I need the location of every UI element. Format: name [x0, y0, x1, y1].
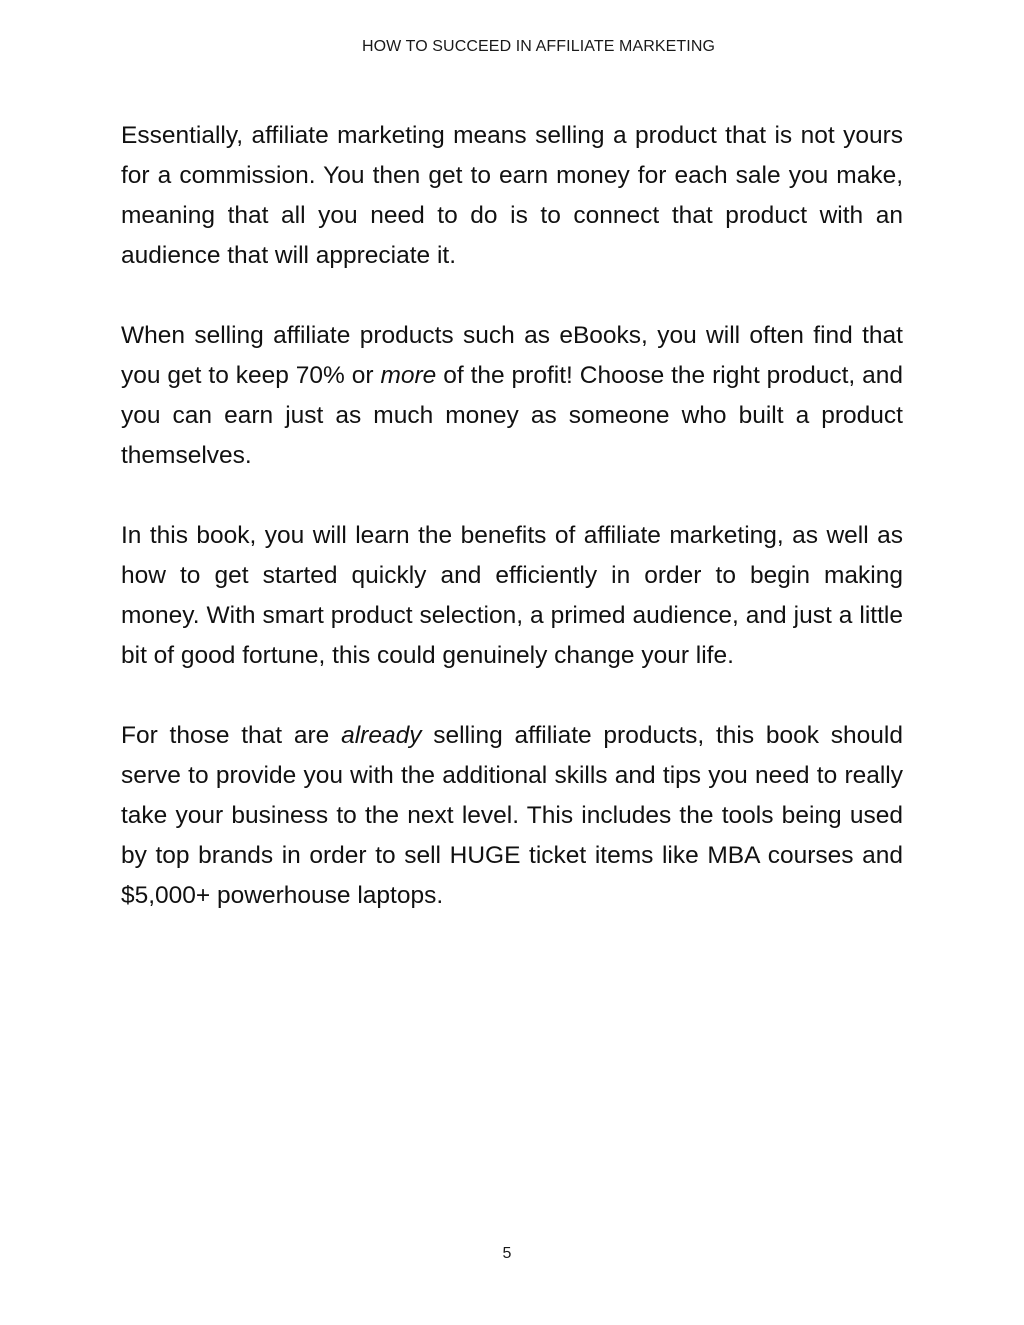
- paragraph-4-end: selling affiliate products, this book should serve to provide you with the additional skills and tips you need to really take your business to the next level. This includes the tools being used by top brands in order to sell HUGE ticket items like MBA courses and $5,000+ powerhouse laptops.: [121, 722, 904, 909]
- body-text: [121, 116, 903, 956]
- emphasis-more: more: [380, 362, 437, 389]
- paragraph-3: In this book, you will learn the benefits of affiliate marketing, as well as how to get started quickly and efficiently in order to begin making money. With smart product selection, a primed audience, and just a little bit of good fortune, this could genuinely change your life.: [121, 522, 903, 669]
- running-header: HOW TO SUCCEED IN AFFILIATE MARKETING: [361, 38, 716, 55]
- paragraph-2: [121, 316, 903, 476]
- paragraph-2-end: of the profit! Choose the right product, and you can earn just as much money as someone who built a product themselves.: [121, 362, 903, 469]
- paragraph-4: [121, 716, 903, 916]
- paragraph-1: Essentially, affiliate marketing means selling a product that is not yours for a commission. You then get to earn money for each sale you make, meaning that all you need to do is to connect that product with an audience that will appreciate it.: [121, 122, 903, 269]
- paragraph-4-start: For those that are: [121, 722, 342, 749]
- paragraph-2-start: When selling affiliate products such as eBooks, you will often find that you get to keep 70% or: [121, 322, 903, 389]
- emphasis-already: already: [341, 722, 422, 749]
- page-number: 5: [502, 1245, 512, 1262]
